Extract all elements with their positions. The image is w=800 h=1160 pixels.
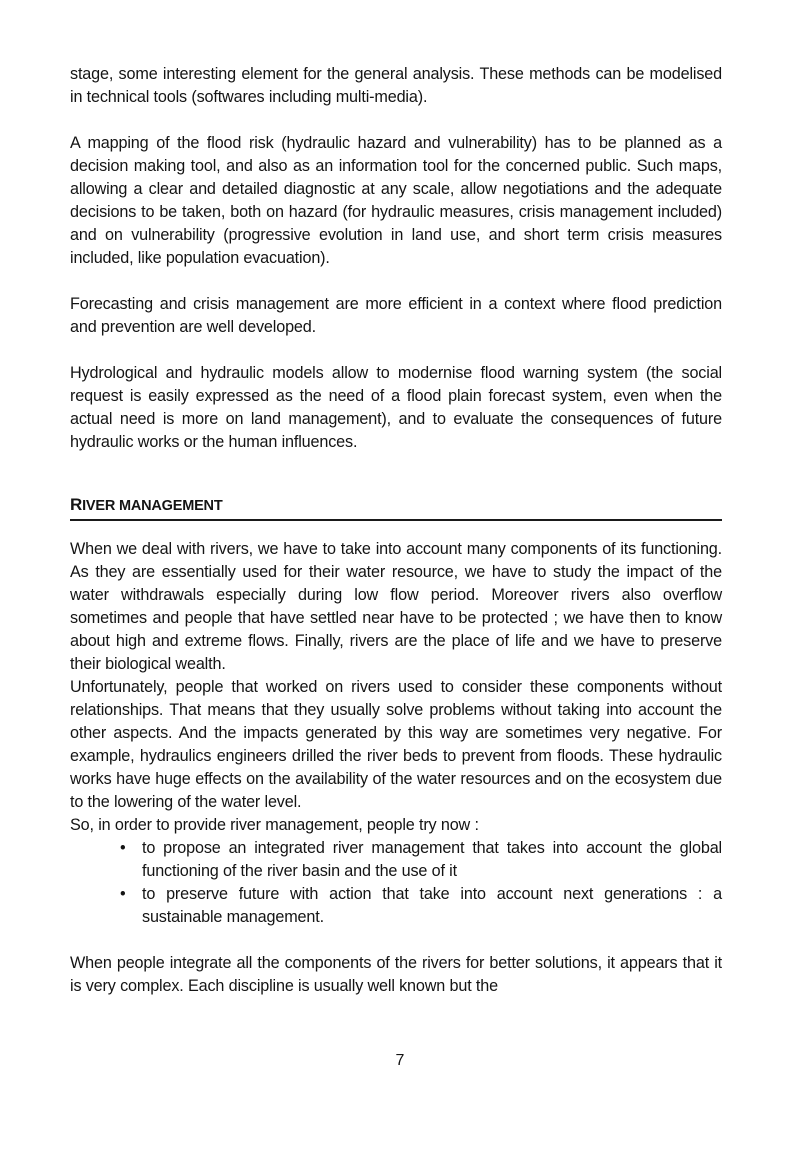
heading-rest: IVER MANAGEMENT [82,498,223,514]
paragraph-hydrological-models: Hydrological and hydraulic models allow to modernise flood warning system (the social request is easily expressed as the need of a flood plain forecast system, even when the actual need is more on land management), and to evaluate the consequences of future hydraulic works or the human influences. [70,364,722,451]
list-item-text: to preserve future with action that take into account next generations : a sustainable management. [142,885,722,926]
bullet-list [70,837,722,929]
bullet-icon: • [120,839,126,857]
paragraph-flood-risk-mapping: A mapping of the flood risk (hydraulic hazard and vulnerability) has to be planned as a decision making tool, and also as an information tool for the concerned public. Such maps, allowing a clear and detailed diagnostic at any scale, allow negotiations and the adequate decisions to be taken, both on hazard (for hydraulic measures, crisis management included) and on vulnerability (progressive evolution in land use, and short term crisis measures included, like population evacuation). [70,134,722,267]
paragraph-unfortunately: Unfortunately, people that worked on rivers used to consider these components without relationships. That means that they usually solve problems without taking into account the other aspects. And the impacts generated by this way are sometimes very negative. For example, hydraulics engineers drilled the river beds to prevent from floods. These hydraulic works have huge effects on the availability of the water resources and on the ecosystem due to the lowering of the water level. [70,678,722,811]
heading-initial: R [70,495,83,514]
bullet-icon: • [120,885,126,903]
paragraph-river-components: When we deal with rivers, we have to take into account many components of its functioning. As they are essentially used for their water resource, we have to study the impact of the water withdrawals especially during low flow period. Moreover rivers also overflow sometimes and people that have settled near have to be protected ; we have then to know about high and extreme flows. Finally, rivers are the place of life and we have to preserve their biological wealth. [70,540,722,673]
section-heading-river-management [70,495,722,521]
list-item [70,883,722,929]
paragraph-integration: When people integrate all the components of the rivers for better solutions, it appears that it is very complex. Each discipline is usually well known but the [70,954,722,995]
paragraph-forecasting: Forecasting and crisis management are more efficient in a context where flood prediction and prevention are well developed. [70,295,722,336]
list-item [70,837,722,883]
paragraph-methods: stage, some interesting element for the general analysis. These methods can be modelised in technical tools (softwares including multi-media). [70,65,722,106]
document-page [70,63,722,998]
list-item-text: to propose an integrated river management that takes into account the global functioning of the river basin and the use of it [142,839,722,880]
page-number: 7 [395,1052,405,1069]
paragraph-so-in-order: So, in order to provide river management, people try now : [70,816,479,834]
